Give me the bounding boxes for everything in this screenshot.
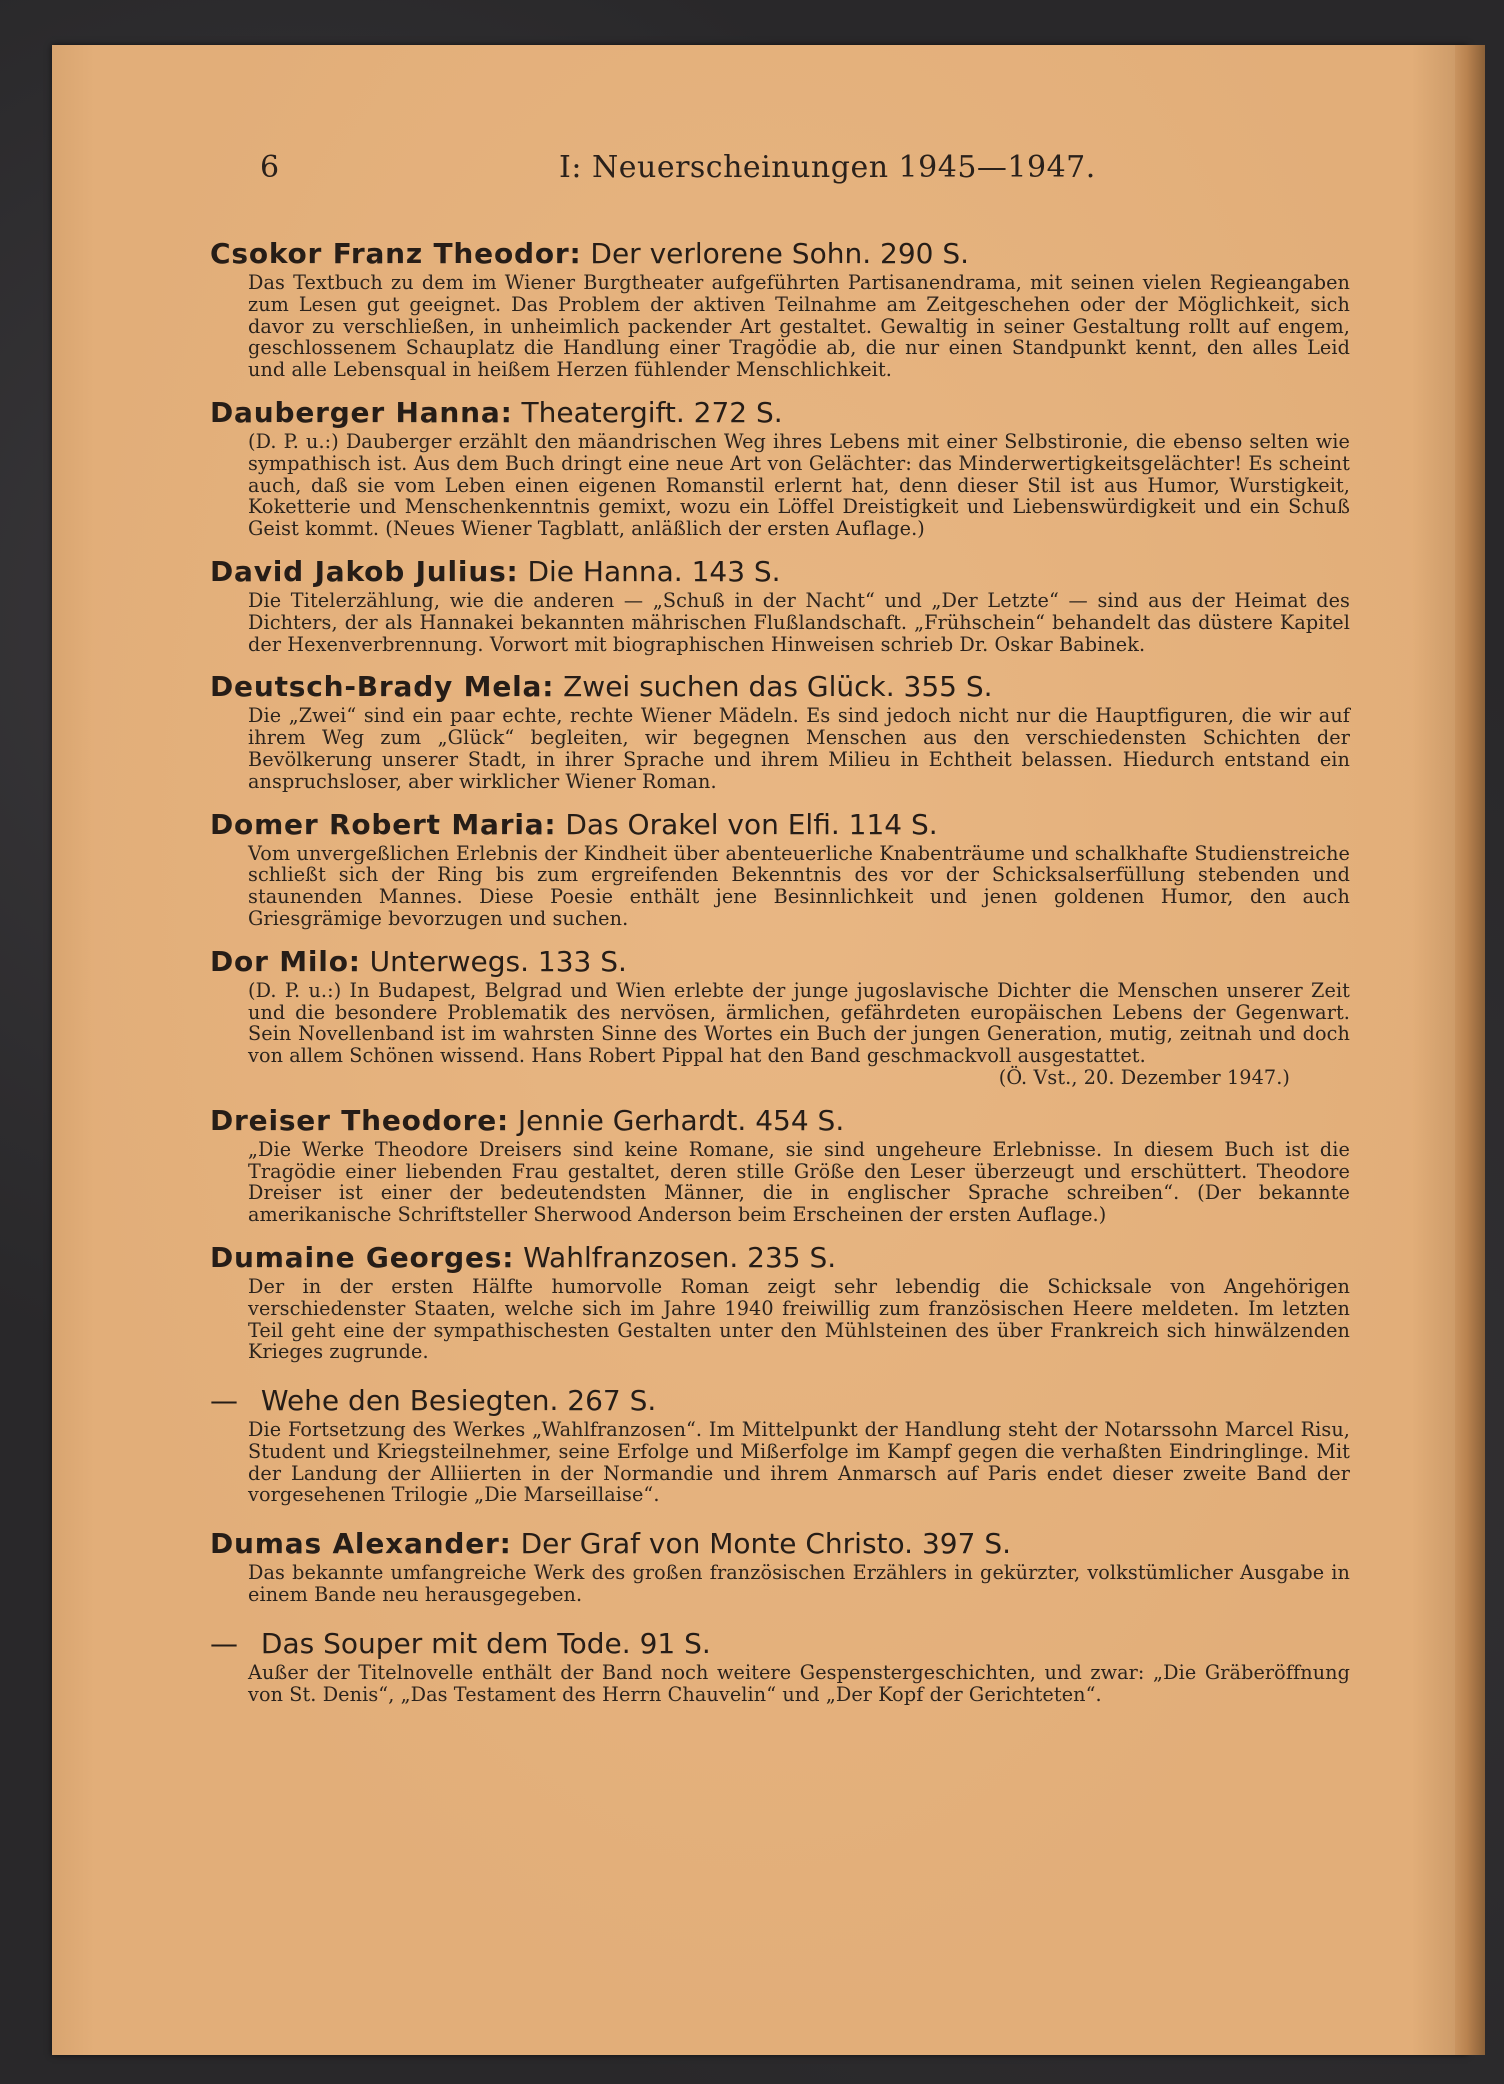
entry-title: Wahlfranzosen. 235 S. bbox=[523, 1240, 837, 1274]
entry-description: Vom unvergeßlichen Erlebnis der Kindheit über abenteuerliche Knabenträume und schalkhafte Studienstreiche schließt sich der Ring bis zum ergreifenden Bekenntnis des vor der Schicksalserfüllung stebenden und staunenden Mannes. Diese Poesie enthält jene Besinnlichkeit und jenen goldenen Humor, den auch Griesgrämige bevorzugen und suchen. bbox=[248, 841, 1350, 930]
entry-title: Das Orakel von Elfi. 114 S. bbox=[565, 807, 938, 841]
entry-list bbox=[210, 236, 1350, 1705]
entry-description: (D. P. u.:) Dauberger erzählt den mäandrischen Weg ihres Lebens mit einer Selbstironie, die ebenso selten wie sympathisch ist. Aus dem Buch dringt eine neue Art von Gelächter: das Minderwertigkeitsgelächter! Es scheint auch, daß sie vom Leben einen eigenen Romanstil erlernt hat, denn dieser Stil ist aus Humor, Wurstigkeit, Koketterie und Menschenkenntnis gemixt, wozu ein Löffel Dreistigkeit und Liebenswürdigkeit und ein Schuß Geist kommt. (Neues Wiener Tagblatt, anläßlich der ersten Auflage.) bbox=[248, 429, 1350, 541]
entry-author: Dor Milo: bbox=[210, 944, 361, 978]
entry-description-text: (D. P. u.:) In Budapest, Belgrad und Wien erlebte der junge jugoslavische Dichter die Menschen unserer Zeit und die besondere Problematik des nervösen, ärmlichen, gefährdeten europäischen Lebens der Gegenwart. Sein Novellenband ist im wahrsten Sinne des Wortes ein Buch der jungen Generation, mutig, zeitnah und doch von allem Schönen wissend. Hans Robert Pippal hat den Band geschmackvoll ausgestattet. bbox=[248, 978, 1350, 1068]
entry-author: David Jakob Julius: bbox=[210, 554, 519, 588]
entry-description: Das Textbuch zu dem im Wiener Burgtheater aufgeführten Partisanendrama, mit seinen vielen Regieangaben zum Lesen gut geeignet. Das Problem der aktiven Teilnahme am Zeitgeschehen oder der Möglichkeit, sich davor zu verschließen, in unheimlich packender Art gestaltet. Gewaltig in seiner Gestaltung rollt auf engem, geschlossenem Schauplatz die Handlung einer Tragödie ab, die nur einen Standpunkt kennt, den alles Leid und alle Lebensqual in heißem Herzen fühlender Menschlichkeit. bbox=[248, 271, 1350, 382]
entry-description: Außer der Titelnovelle enthält der Band noch weitere Gespenstergeschichten, und zwar: „Die Gräberöffnung von St. Denis“, „Das Testament des Herrn Chauvelin“ und „Der Kopf der Gerichteten“. bbox=[248, 1660, 1350, 1706]
entry-author: Dumaine Georges: bbox=[210, 1240, 515, 1274]
running-title: I: Neuerscheinungen 1945—1947. bbox=[559, 150, 1096, 185]
entry-title: Wehe den Besiegten. 267 S. bbox=[260, 1384, 657, 1418]
entry-description: Die „Zwei“ sind ein paar echte, rechte Wiener Mädeln. Es sind jedoch nicht nur die Hauptfiguren, die wir auf ihrem Weg zum „Glück“ begleiten, wir begegnen Menschen aus den verschiedensten Schichten der Bevölkerung unserer Stadt, in ihrer Sprache und ihrem Milieu in Echtheit belassen. Hiedurch entstand ein anspruchsloser, aber wirklicher Wiener Roman. bbox=[248, 704, 1350, 793]
entry-title: Jennie Gerhardt. 454 S. bbox=[517, 1103, 845, 1137]
entry-domer bbox=[210, 807, 1350, 930]
entry-description: Das bekannte umfangreiche Werk des großen französischen Erzählers in gekürzter, volkstümlicher Ausgabe in einem Bande neu herausgegeben. bbox=[248, 1561, 1350, 1607]
entry-dreiser bbox=[210, 1103, 1350, 1226]
running-header bbox=[260, 148, 1410, 192]
entry-author: Deutsch-Brady Mela: bbox=[210, 670, 555, 704]
entry-description: Die Fortsetzung des Werkes „Wahlfranzosen“. Im Mittelpunkt der Handlung steht der Notarssohn Marcel Risu, Student und Kriegsteilnehmer, seine Erfolge und Mißerfolge im Kampf gegen die verhaßten Eindringlinge. Mit der Landung der Alliierten in der Normandie und ihrem Anmarsch auf Paris endet dieser zweite Band der vorgesehenen Trilogie „Die Marseillaise“. bbox=[248, 1418, 1350, 1507]
entry-title: Zwei suchen das Glück. 355 S. bbox=[563, 670, 993, 704]
entry-description: Die Titelerzählung, wie die anderen — „Schuß in der Nacht“ und „Der Letzte“ — sind aus der Heimat des Dichters, der als Hannakei bekannten mährischen Flußlandschaft. „Frühschein“ behandelt das düstere Kapitel der Hexenverbrennung. Vorwort mit biographischen Hinweisen schrieb Dr. Oskar Babinek. bbox=[248, 588, 1350, 656]
entry-description: „Die Werke Theodore Dreisers sind keine Romane, sie sind ungeheure Erlebnisse. In diesem Buch ist die Tragödie einer liebenden Frau gestaltet, deren stille Größe den Leser überzeugt und erschüttert. Theodore Dreiser ist einer der bedeutendsten Männer, die in englischer Sprache schreiben“. (Der bekannte amerikanische Schriftsteller Sherwood Anderson beim Erscheinen der ersten Auflage.) bbox=[248, 1137, 1350, 1227]
entry-deutsch-brady bbox=[210, 669, 1350, 792]
entry-dor bbox=[210, 944, 1350, 1089]
entry-csokor bbox=[210, 236, 1350, 381]
entry-title: Der verlorene Sohn. 290 S. bbox=[590, 237, 970, 270]
page-content bbox=[210, 148, 1350, 1719]
entry-dauberger bbox=[210, 395, 1350, 540]
entry-title: Die Hanna. 143 S. bbox=[527, 554, 781, 588]
entry-title: Das Souper mit dem Tode. 91 S. bbox=[260, 1626, 711, 1660]
entry-description: Der in der ersten Hälfte humorvolle Roman zeigt sehr lebendig die Schicksale von Angehörigen verschiedenster Staaten, welche sich im Jahre 1940 freiwillig zum französischen Heere meldeten. Im letzten Teil geht eine der sympathischesten Gestalten unter den Mühlsteinen des über Frankreich sich hinwälzenden Krieges zugrunde. bbox=[248, 1274, 1350, 1364]
entry-dumas-second bbox=[210, 1626, 1350, 1706]
entry-title: Der Graf von Monte Christo. 397 S. bbox=[520, 1527, 1011, 1561]
entry-dumas bbox=[210, 1526, 1350, 1606]
page-number: 6 bbox=[260, 150, 280, 185]
entry-dumaine-sequel bbox=[210, 1383, 1350, 1506]
entry-author: Dumas Alexander: bbox=[210, 1527, 512, 1561]
page-edge bbox=[1455, 45, 1485, 2055]
entry-author: Csokor Franz Theodor: bbox=[210, 237, 582, 270]
entry-dash: — bbox=[210, 1626, 238, 1660]
entry-david bbox=[210, 554, 1350, 655]
entry-author: Dauberger Hanna: bbox=[210, 395, 513, 429]
entry-author: Dreiser Theodore: bbox=[210, 1103, 509, 1137]
entry-dash: — bbox=[210, 1384, 238, 1418]
entry-author: Domer Robert Maria: bbox=[210, 807, 557, 841]
entry-title: Unterwegs. 133 S. bbox=[369, 944, 627, 978]
entry-title: Theatergift. 272 S. bbox=[521, 395, 783, 429]
entry-dumaine bbox=[210, 1240, 1350, 1363]
entry-description bbox=[248, 980, 1350, 1089]
entry-source: (Ö. Vst., 20. Dezember 1947.) bbox=[998, 1065, 1290, 1089]
